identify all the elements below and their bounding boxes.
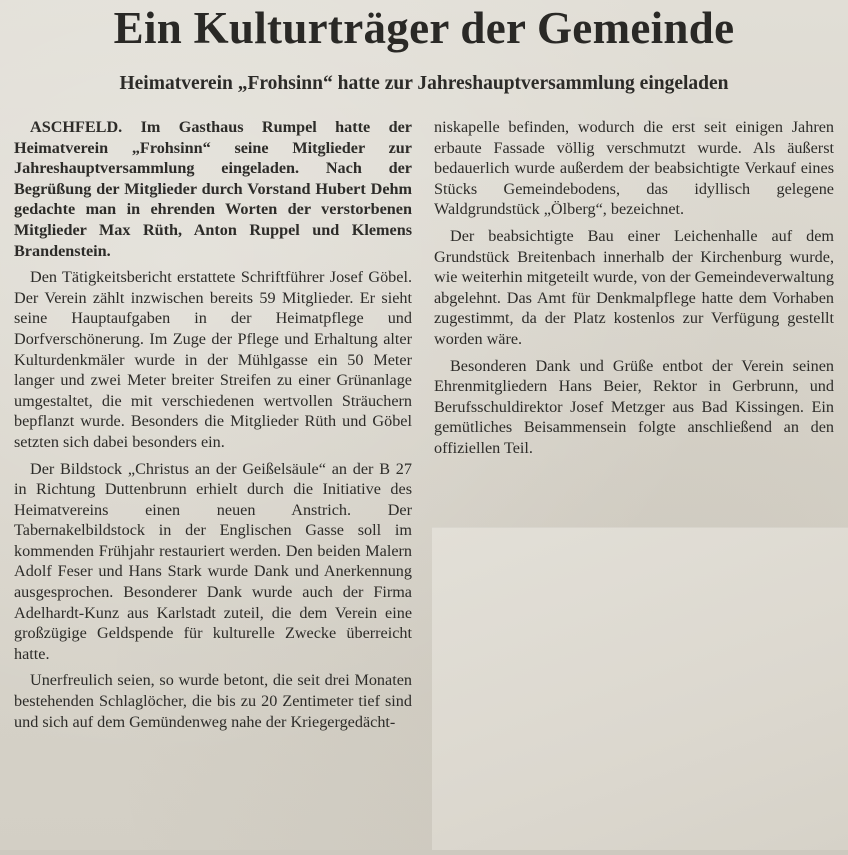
article-paragraph: Besonderen Dank und Grüße entbot der Verein seinen Ehrenmitgliedern Hans Beier, Rektor in Gerbrunn, und Berufsschuldirektor Josef Metzger aus Bad Kissingen. Ein gemütliches Beisammensein folgte anschließend an den offiziellen Teil. bbox=[434, 356, 834, 457]
article-subheadline: Heimatverein „Frohsinn“ hatte zur Jahreshauptversammlung eingeladen bbox=[119, 73, 729, 94]
article-headline: Ein Kulturträger der Gemeinde bbox=[113, 3, 735, 53]
article-lead-paragraph: ASCHFELD. Im Gasthaus Rumpel hatte der Heimatverein „Frohsinn“ seine Mitglieder zur Jahreshauptversammlung eingeladen. Nach der Begrüßung der Mitglieder durch Vorstand Hubert Dehm gedachte man in ehrenden Worten der verstorbenen Mitglieder Max Rüth, Anton Ruppel und Klemens Brandenstein. bbox=[14, 118, 412, 260]
article-paragraph: Der Bildstock „Christus an der Geißelsäule“ an der B 27 in Richtung Duttenbrunn erhielt durch die Initiative des Heimatvereins einen neuen Anstrich. Der Tabernakelbildstock in der Englischen Gasse soll im kommenden Frühjahr restauriert werden. Den beiden Malern Adolf Feser und Hans Stark wurde Dank und Anerkennung ausgesprochen. Besonderer Dank wurde auch der Firma Adelhardt-Kunz aus Karlstadt zuteil, die dem Verein eine großzügige Geldspende für kulturelle Zwecke überreicht hatte. bbox=[14, 459, 412, 663]
article-paragraph: niskapelle befinden, wodurch die erst seit einigen Jahren erbaute Fassade völlig verschmutzt wurde. Als äußerst bedauerlich wurde außerdem der beabsichtigte Verkauf eines Stücks Gemeindebodens, das idyllisch gelegene Waldgrundstück „Ölberg“, bezeichnet. bbox=[434, 118, 834, 219]
article-left-column bbox=[14, 117, 412, 738]
article-right-column bbox=[434, 117, 834, 465]
article-paragraph: Unerfreulich seien, so wurde betont, die seit drei Monaten bestehenden Schlaglöcher, die bis zu 20 Zentimeter tief sind und sich auf dem Gemündenweg nahe der Kriegergedächt- bbox=[14, 671, 412, 731]
article-paragraph: Den Tätigkeitsbericht erstattete Schriftführer Josef Göbel. Der Verein zählt inzwischen bereits 59 Mitglieder. Er sieht seine Hauptaufgaben in der Heimatpflege und Dorfverschönerung. Im Zuge der Pflege und Erhaltung alter Kulturdenkmäler wurde in der Mühlgasse ein 50 Meter langer und zwei Meter breiter Streifen zu einer Grünanlage umgestaltet, die mit verschiedenen wertvollen Sträuchern bepflanzt wurde. Besonders die Mitglieder Rüth und Göbel setzten sich dabei besonders ein. bbox=[14, 268, 412, 451]
article-paragraph: Der beabsichtigte Bau einer Leichenhalle auf dem Grundstück Breitenbach innerhalb der Kirchenburg wurde, wie weiterhin mitgeteilt wurde, von der Gemeindeverwaltung abgelehnt. Das Amt für Denkmalpflege hatte dem Vorhaben zugestimmt, da der Platz kostenlos zur Verfügung gestellt worden wäre. bbox=[434, 226, 834, 348]
paper-bottom-edge bbox=[0, 850, 848, 855]
blank-paper-area bbox=[432, 527, 848, 855]
